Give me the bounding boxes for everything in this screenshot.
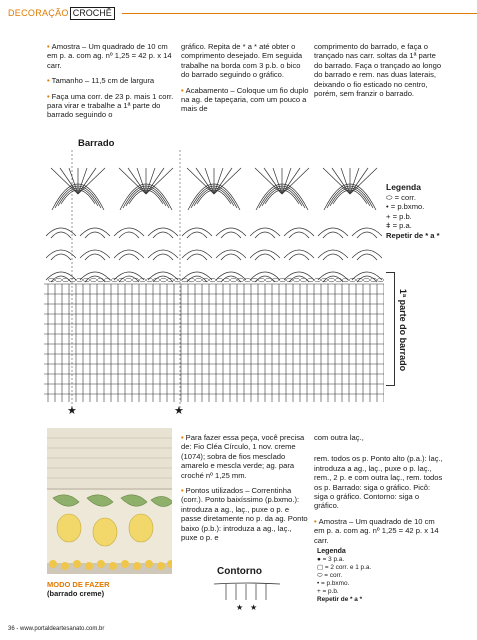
- header-rule: [122, 13, 477, 14]
- photo-illustration: [47, 428, 172, 574]
- legend2-title: Legenda: [317, 548, 346, 555]
- braid-text: comprimento do barrado, e faça o trançado nas carr. soltas da 1ª parte do barrado. Faça o trançado ao longo do barrado e rem. nas duas laterais, deixando o fio esticado no centro, porém, sem franzir o barrado.: [314, 42, 442, 99]
- page-header: [0, 6, 115, 20]
- start-text: Faça uma corr. de 23 p. mais 1 corr. para virar e trabalhe a 1ª parte do barrado seguindo o: [47, 91, 174, 120]
- contorno-title: Contorno: [217, 566, 262, 577]
- legend-item-corr: ⬭ = corr.: [386, 192, 416, 202]
- legend-item-pb: + = p.b.: [386, 211, 412, 221]
- text-column-1: • Amostra – Um quadrado de 10 cm em p. a. com ag. nº 1,25 = 42 p. x 14 carr. • Tamanho – 11,5 cm de largura • Faça uma corr. de 23 p. mais 1 corr. para virar e trabalhe a 1ª parte do barrado seguindo o: [47, 42, 174, 120]
- repeat-star-right: ★: [174, 405, 184, 417]
- materials-text: Para fazer essa peça, você precisa de: Fio Cléa Círculo, 1 nov. creme (1074); sobra de fios mesclado amarelo e mescla verde; ag. para croché nº 1,25 mm.: [181, 433, 305, 480]
- legend-item-pbxmo: • = p.bxmo.: [386, 202, 425, 211]
- finishing-text: Acabamento – Coloque um fio duplo na ag. de tapeçaria, com um pouco a mais de: [181, 85, 309, 114]
- text-column-lower-right: com outra laç., rem. todos os p. Ponto alto (p.a.): laç., introduza a ag., laç., puxe o p. laç., rem., 2 p. e com outra laç., rem. todos os p. Barrado: siga o gráfico. Picô: siga o gráfico. Contorno: siga o gráfico. • Amostra – Um quadrado de 10 cm em p. a. com ag. nº 1,25 = 42 p. x 14 carr.: [314, 433, 443, 545]
- legend2-item-pbxmo: • = p.bxmo.: [317, 580, 350, 587]
- legend-bottom: [317, 548, 427, 604]
- caption-title: MODO DE FAZER: [47, 580, 110, 589]
- caption-sub: (barrado creme): [47, 589, 105, 598]
- contorno-star-left: ★: [236, 603, 244, 612]
- text-column-3: [314, 42, 446, 104]
- legend2-repeat: Repetir de * a *: [317, 596, 363, 603]
- side-bracket: [386, 272, 395, 386]
- text-column-2: gráfico. Repita de * a * até obter o comprimento desejado. Em seguida trabalhe na borda com 3 p.b. o bico do barrado seguindo o gráfico. • Acabamento – Coloque um fio duplo na ag. de tapeçaria, com um pouco a mais de: [181, 42, 309, 114]
- continuation-text: com outra laç.,: [314, 433, 364, 442]
- stitches-text: Pontos utilizados – Correntinha (corr.). Ponto baixíssimo (p.bxmo.): introduza a ag., laç., puxe o p. e passe diretamente no p. da ag. Ponto baixo (p.b.): introduza a ag., laç., puxe o p. e: [181, 486, 308, 543]
- legend2-item-3pa: ● = 3 p.a.: [317, 556, 345, 563]
- legend2-item-pb: + = p.b.: [317, 588, 339, 595]
- legend2-item-2corr: ▢ = 2 corr. e 1 p.a.: [317, 564, 372, 571]
- category-label: CROCHÊ: [70, 7, 115, 20]
- text-column-lower-mid: • Para fazer essa peça, você precisa de: Fio Cléa Círculo, 1 nov. creme (1074); sobra de fios mesclado amarelo e mescla verde; ag. para croché nº 1,25 mm. • Pontos utilizados – Correntinha (corr.). Ponto baixíssimo (p.bxmo.): introduza a ag., laç., puxe o p. e passe diretamente no p. da ag. Ponto baixo (p.b.): introduza a ag., laç., puxe o p. e: [181, 433, 308, 543]
- section-label: DECORAÇÃO: [8, 8, 69, 18]
- stitch-defs-text: rem. todos os p. Ponto alto (p.a.): laç., introduza a ag., laç., puxe o p. laç., rem., 2 p. e com outra laç., rem. todos os p. Barrado: siga o gráfico. Picô: siga o gráfico. Contorno: siga o gráfico.: [314, 454, 443, 511]
- graph-text: gráfico. Repita de * a * até obter o comprimento desejado. Em seguida trabalhe na borda com 3 p.b. o bico do barrado seguindo o gráfico.: [181, 42, 303, 80]
- page-footer: 36 - www.portaldeartesanato.com.br: [8, 626, 105, 632]
- photo-caption: [47, 580, 110, 598]
- contorno-star-right: ★: [250, 603, 258, 612]
- legend-title: Legenda: [386, 182, 421, 192]
- diagram-title: Barrado: [78, 138, 115, 149]
- legend-repeat: Repetir de * a *: [386, 230, 440, 240]
- repeat-star-left: ★: [67, 405, 77, 417]
- legend2-item-corr: ⬭ = corr.: [317, 572, 343, 579]
- legend-top: [386, 183, 476, 240]
- legend-item-pa: ǂ = p.a.: [386, 221, 412, 230]
- sample-text: Amostra – Um quadrado de 10 cm em p. a. com ag. nº 1,25 = 42 p. x 14 carr.: [47, 42, 172, 70]
- product-photo: [47, 428, 172, 574]
- side-label-wrap: [396, 270, 410, 390]
- size-text: Tamanho – 11,5 cm de largura: [51, 76, 155, 86]
- sample2-text: Amostra – Um quadrado de 10 cm em p. a. com ag. nº 1,25 = 42 p. x 14 carr.: [314, 516, 439, 545]
- contorno-chart: [212, 578, 282, 614]
- crochet-chart: [44, 150, 384, 410]
- side-label: 1ª parte do barrado: [398, 288, 409, 372]
